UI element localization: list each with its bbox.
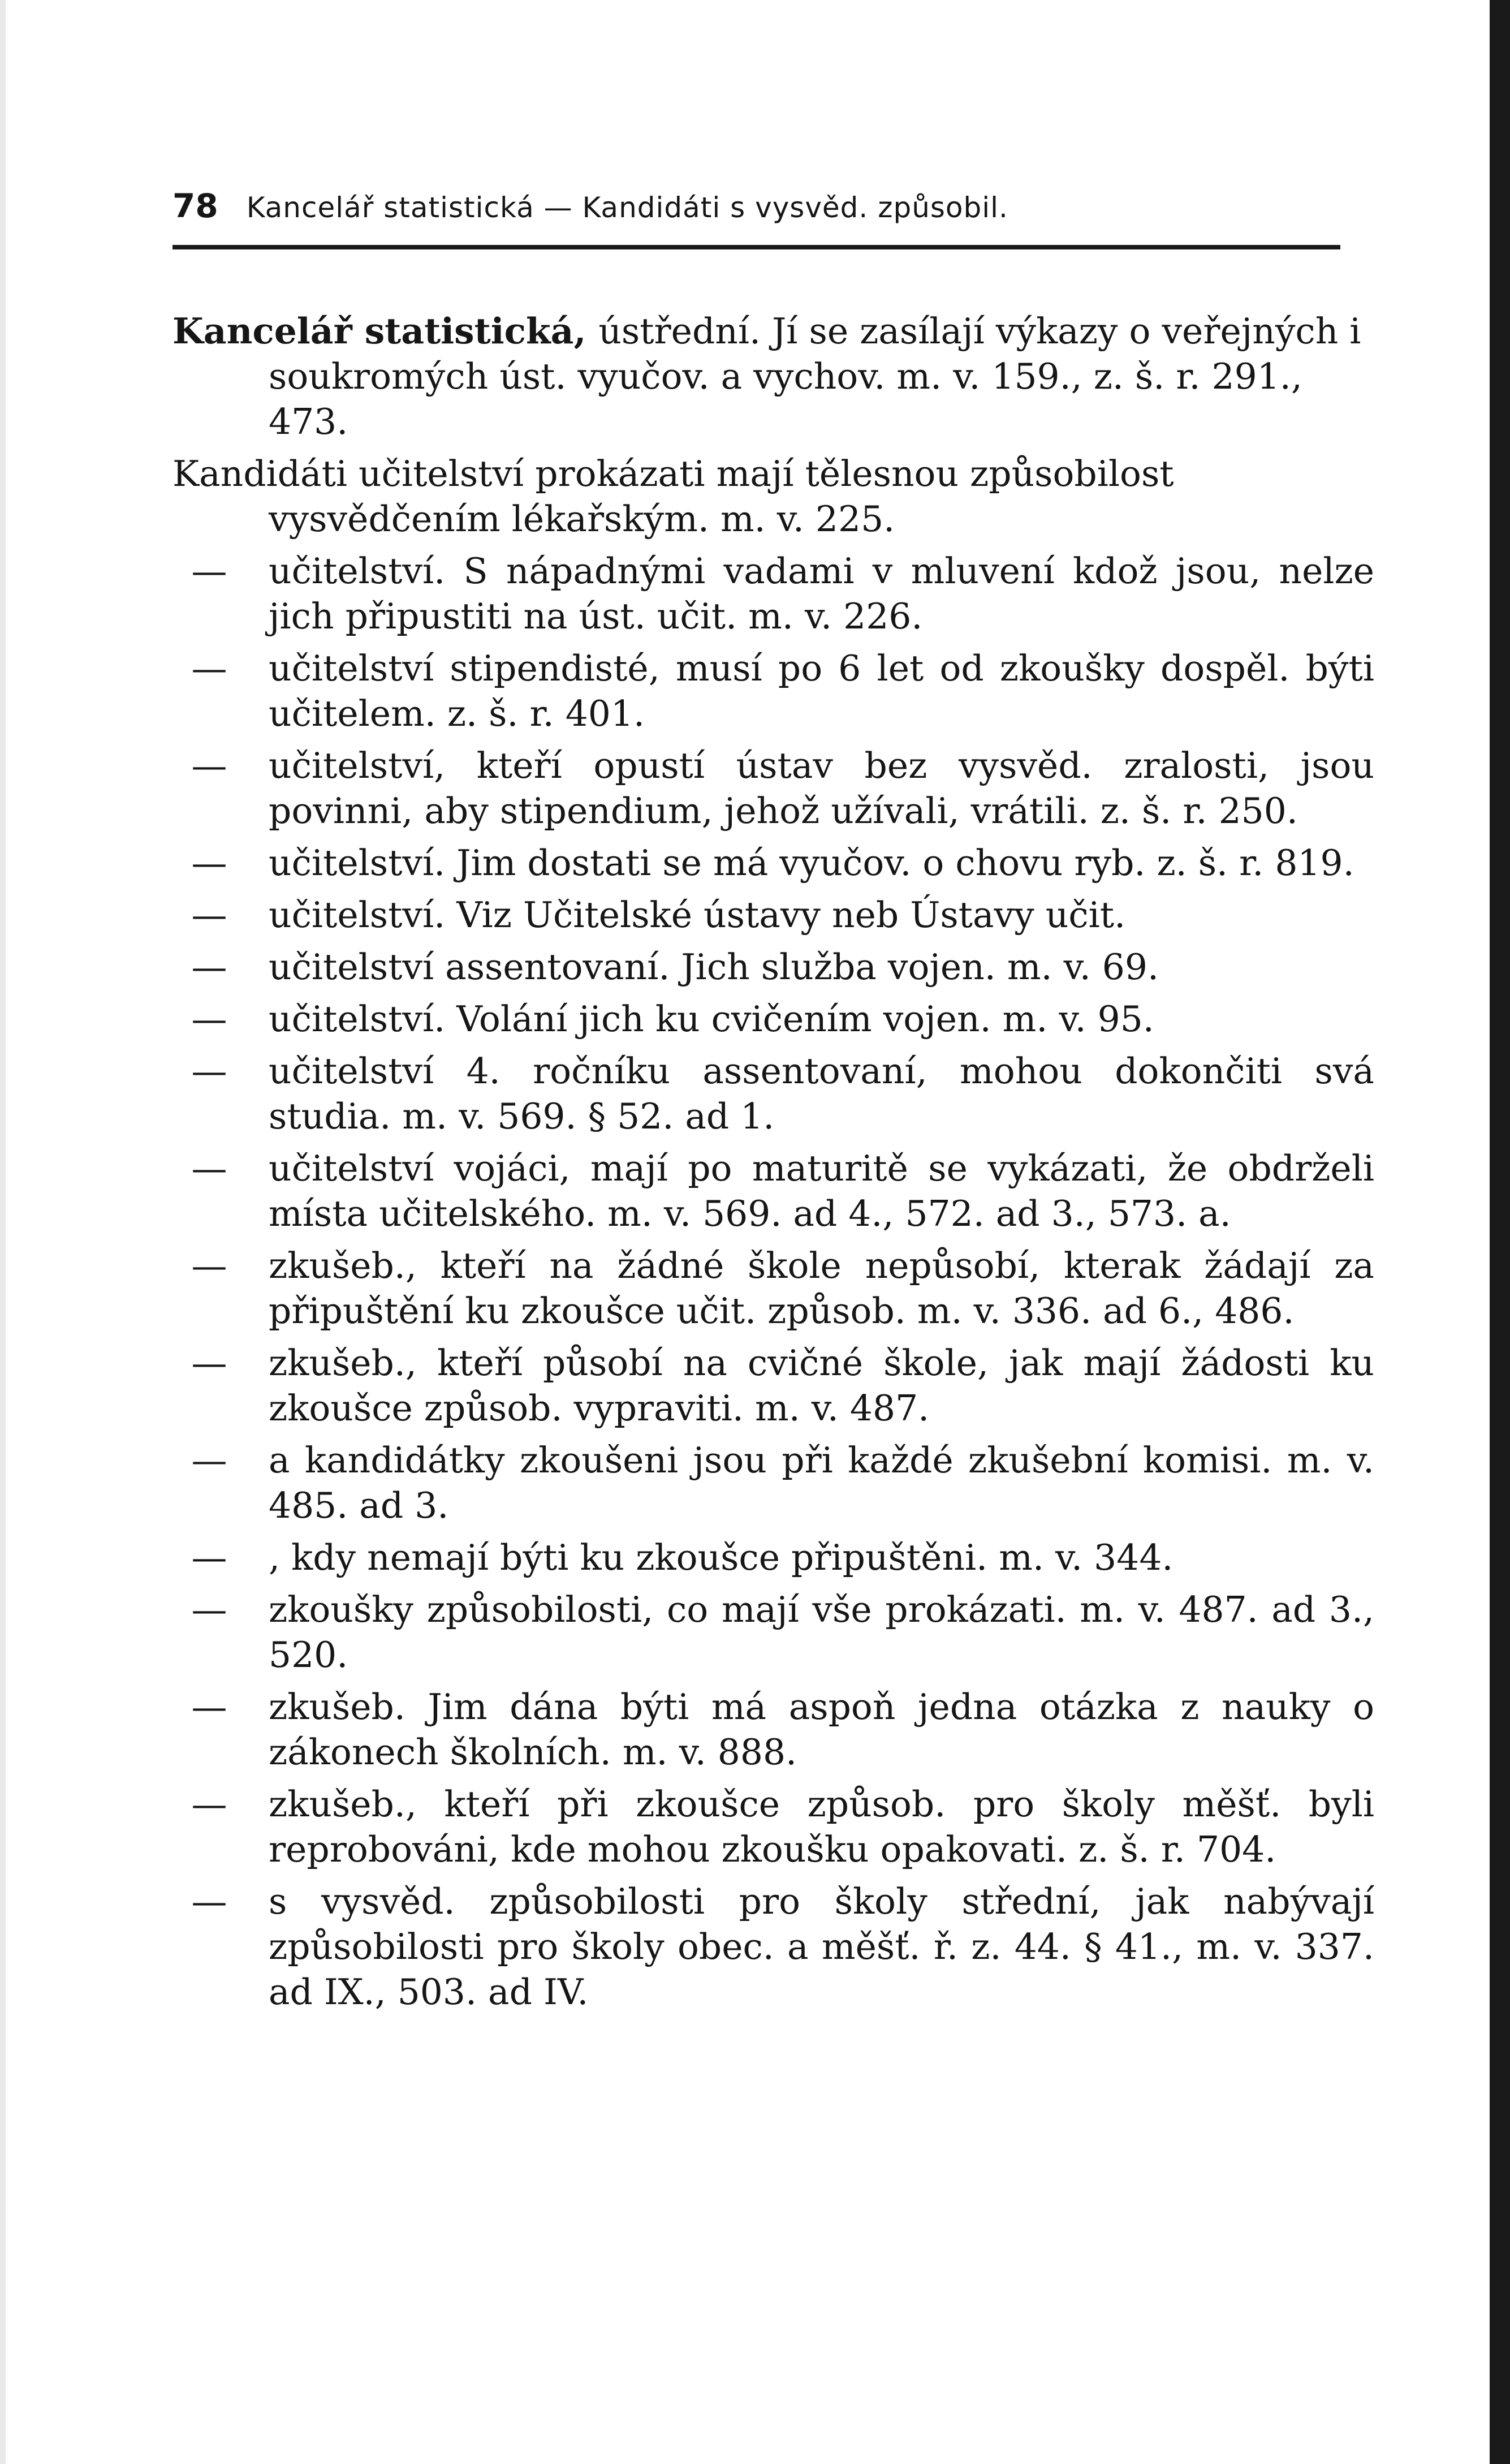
index-subentry [172, 1049, 1374, 1139]
entry-text: učitelství vojáci, mají po maturitě se vykázati, že obdrželi místa učitelského. m. v. 569. ad 4., 572. ad 3., 573. a. [269, 1148, 1374, 1234]
entry-text: učitelství. Jim dostati se má vyučov. o chovu ryb. z. š. r. 819. [269, 842, 1354, 884]
entry-text: zkušeb. Jim dána býti má aspoň jedna otázka z nauky o zákonech školních. m. v. 888. [269, 1686, 1374, 1773]
entry-text: zkušeb., kteří působí na cvičné škole, jak mají žádosti ku zkoušce způsob. vypraviti. m. v. 487. [269, 1342, 1374, 1429]
page-edge-left [0, 0, 6, 2464]
index-subentry [172, 1243, 1374, 1334]
entry-dash: — [191, 550, 227, 592]
running-head: Kancelář statistická — Kandidáti s vysvěd. způsobil. [246, 191, 1008, 224]
entry-text: a kandidátky zkoušeni jsou při každé zkušební komisi. m. v. 485. ad 3. [269, 1440, 1374, 1526]
entry-text: učitelství stipendisté, musí po 6 let od zkoušky dospěl. býti učitelem. z. š. r. 401. [269, 648, 1374, 734]
index-subentry [172, 1341, 1374, 1431]
index-entry [172, 451, 1374, 542]
entry-text: učitelství 4. ročníku assentovaní, mohou dokončiti svá studia. m. v. 569. § 52. ad 1. [269, 1050, 1374, 1137]
entry-text: ústřední. Jí se zasílají výkazy o veřejných i soukromých úst. vyučov. a vychov. m. v. 159., z. š. r. 291., 473. [269, 311, 1361, 442]
entry-dash: — [191, 946, 227, 988]
index-subentry [172, 997, 1374, 1042]
entry-dash: — [191, 1589, 227, 1630]
entry-dash: — [191, 1784, 227, 1825]
entry-dash: — [191, 1245, 227, 1286]
index-entries [172, 308, 1374, 2022]
index-subentry [172, 743, 1374, 834]
entry-dash: — [191, 1537, 227, 1578]
entry-dash: — [191, 1686, 227, 1728]
entry-dash: — [191, 842, 227, 884]
page-edge-right [1490, 0, 1510, 2464]
entry-dash: — [191, 894, 227, 936]
entry-text: učitelství. Viz Učitelské ústavy neb Ústavy učit. [269, 894, 1126, 936]
entry-text: učitelství assentovaní. Jich služba vojen. m. v. 69. [269, 946, 1159, 988]
index-subentry [172, 945, 1374, 990]
entry-dash: — [191, 1148, 227, 1189]
entry-text: zkušeb., kteří na žádné škole nepůsobí, kterak žádají za připuštění ku zkoušce učit. způsob. m. v. 336. ad 6., 486. [269, 1245, 1374, 1332]
entry-dash: — [191, 648, 227, 689]
entry-dash: — [191, 1881, 227, 1922]
index-subentry [172, 893, 1374, 938]
entry-text: s vysvěd. způsobilosti pro školy střední, jak nabývají způsobilosti pro školy obec. a měšť. ř. z. 44. § 41., m. v. 337. ad IX., 503. ad IV. [269, 1881, 1374, 2013]
entry-text: učitelství, kteří opustí ústav bez vysvěd. zralosti, jsou povinni, aby stipendium, jehož užívali, vrátili. z. š. r. 250. [269, 745, 1374, 832]
entry-text: zkoušky způsobilosti, co mají vše prokázati. m. v. 487. ad 3., 520. [269, 1589, 1374, 1675]
page-number: 78 [172, 187, 218, 225]
page-header [172, 187, 1008, 232]
index-subentry [172, 1587, 1374, 1678]
header-rule [172, 245, 1340, 249]
index-subentry [172, 1685, 1374, 1775]
index-subentry [172, 1438, 1374, 1528]
index-subentry [172, 1146, 1374, 1237]
entry-headword: Kancelář statistická, [172, 310, 599, 352]
index-subentry [172, 1782, 1374, 1872]
index-subentry [172, 841, 1374, 886]
entry-text: Kandidáti učitelství prokázati mají tělesnou způsobilost vysvědčením lékařským. m. v. 225. [172, 453, 1174, 540]
index-subentry [172, 1879, 1374, 2015]
entry-dash: — [191, 1440, 227, 1481]
index-subentry [172, 1535, 1374, 1580]
entry-dash: — [191, 998, 227, 1040]
index-subentry [172, 549, 1374, 639]
entry-text: učitelství. S nápadnými vadami v mluvení kdož jsou, nelze jich připustiti na úst. učit. m. v. 226. [269, 550, 1374, 637]
entry-text: , kdy nemají býti ku zkoušce připuštěni. m. v. 344. [269, 1537, 1174, 1578]
entry-dash: — [191, 745, 227, 786]
entry-text: učitelství. Volání jich ku cvičením vojen. m. v. 95. [269, 998, 1154, 1040]
index-entry [172, 308, 1374, 445]
index-subentry [172, 646, 1374, 736]
entry-text: zkušeb., kteří při zkoušce způsob. pro školy měšť. byli reprobováni, kde mohou zkoušku opakovati. z. š. r. 704. [269, 1784, 1374, 1870]
entry-dash: — [191, 1050, 227, 1092]
entry-dash: — [191, 1342, 227, 1384]
